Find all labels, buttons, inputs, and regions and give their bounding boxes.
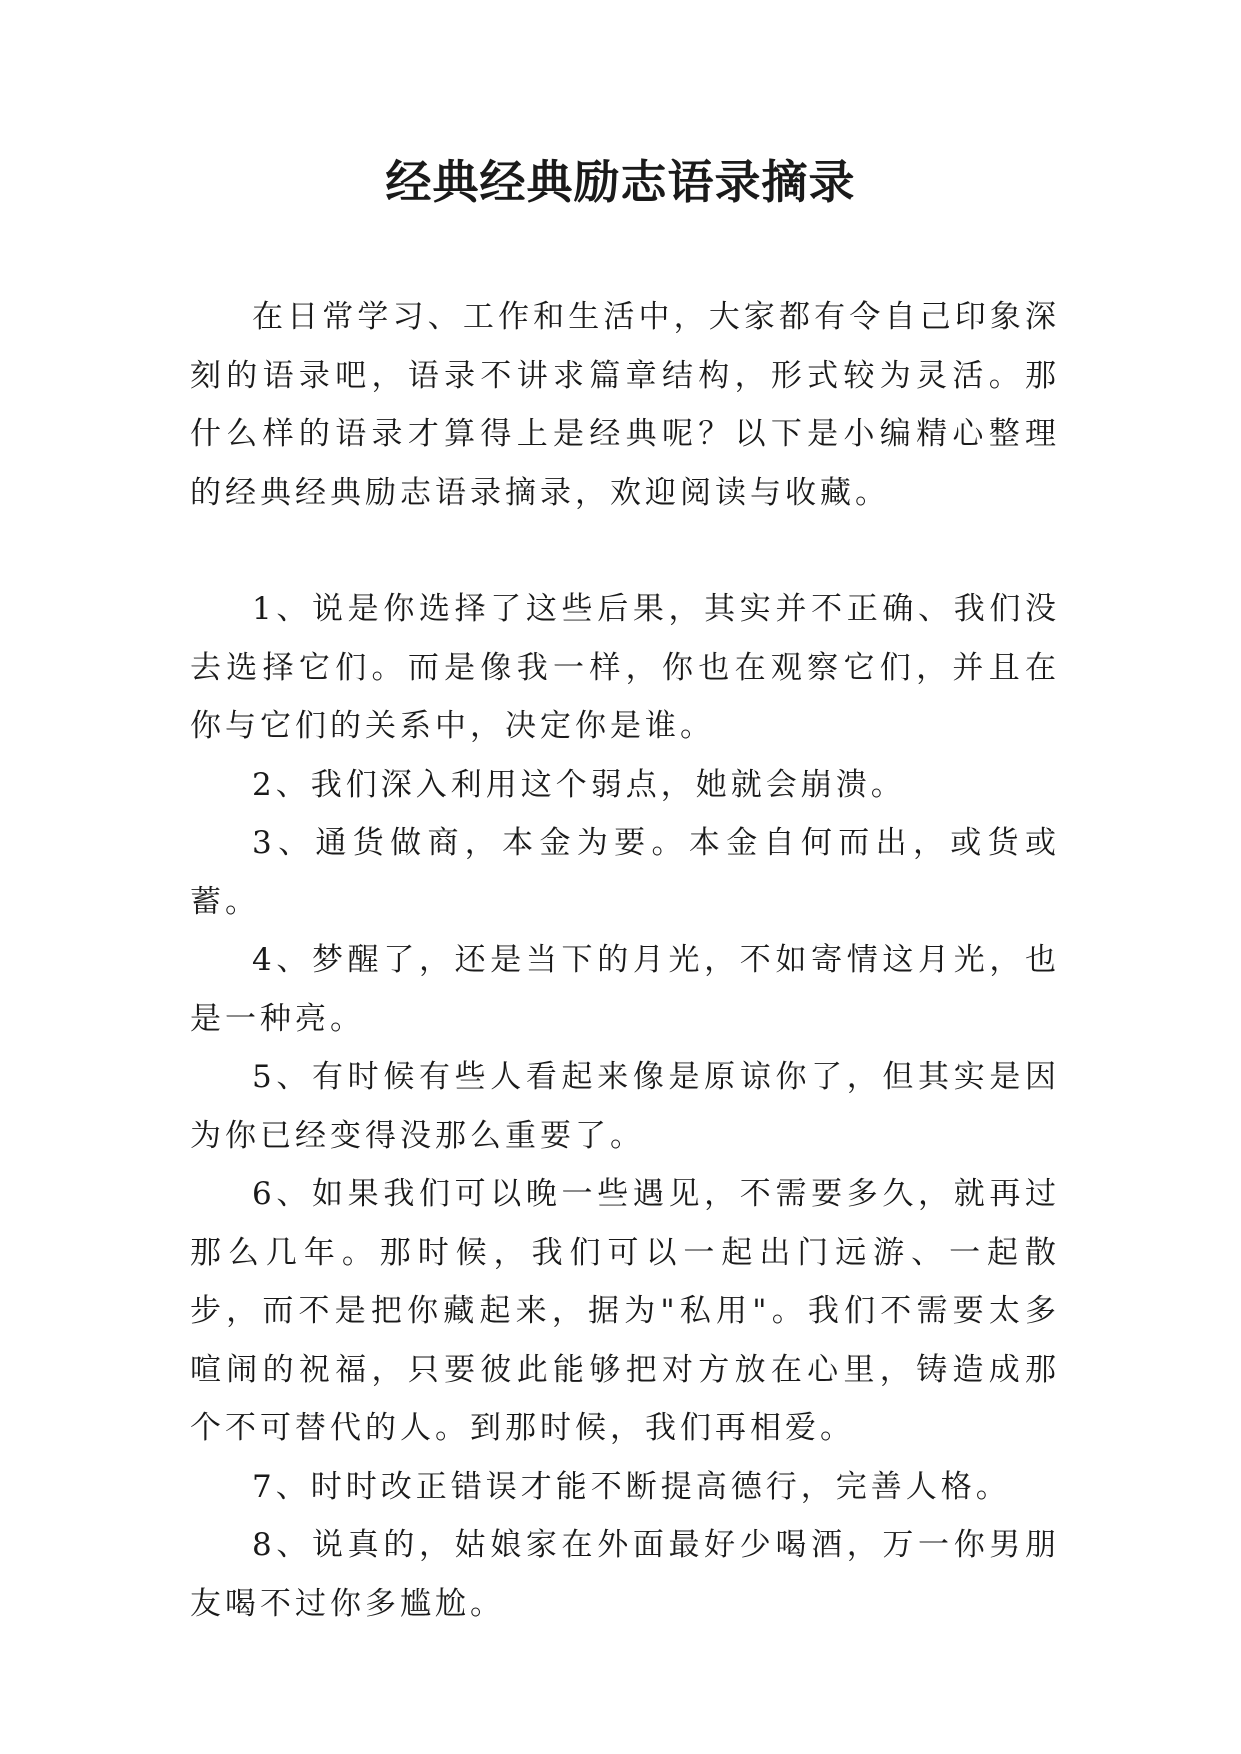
quote-2: 2、我们深入利用这个弱点，她就会崩溃。	[252, 766, 906, 803]
quote-4: 4、梦醒了，还是当下的月光，不如寄情这月光，也是一种亮。	[190, 942, 1060, 1037]
quote-1: 1、说是你选择了这些后果，其实并不正确、我们没去选择它们。而是像我一样，你也在观察它们，并且在你与它们的关系中，决定你是谁。	[190, 591, 1060, 744]
quote-6: 6、如果我们可以晚一些遇见，不需要多久，就再过那么几年。那时候，我们可以一起出门远游、一起散步，而不是把你藏起来，据为"私用"。我们不需要太多喧闹的祝福，只要彼此能够把对方放在心里，铸造成那个不可替代的人。到那时候，我们再相爱。	[190, 1176, 1060, 1446]
intro-paragraph: 在日常学习、工作和生活中，大家都有令自己印象深刻的语录吧，语录不讲求篇章结构，形式较为灵活。那什么样的语录才算得上是经典呢？以下是小编精心整理的经典经典励志语录摘录，欢迎阅读与收藏。	[190, 299, 1060, 511]
document-title: 经典经典励志语录摘录	[385, 155, 856, 209]
quote-8: 8、说真的，姑娘家在外面最好少喝酒，万一你男朋友喝不过你多尴尬。	[190, 1527, 1060, 1622]
quote-7: 7、时时改正错误才能不断提高德行，完善人格。	[252, 1468, 1011, 1505]
quote-5: 5、有时候有些人看起来像是原谅你了，但其实是因为你已经变得没那么重要了。	[190, 1059, 1060, 1154]
document-body	[190, 288, 1060, 1633]
quote-3: 3、通货做商，本金为要。本金自何而出，或货或蓄。	[190, 825, 1060, 920]
